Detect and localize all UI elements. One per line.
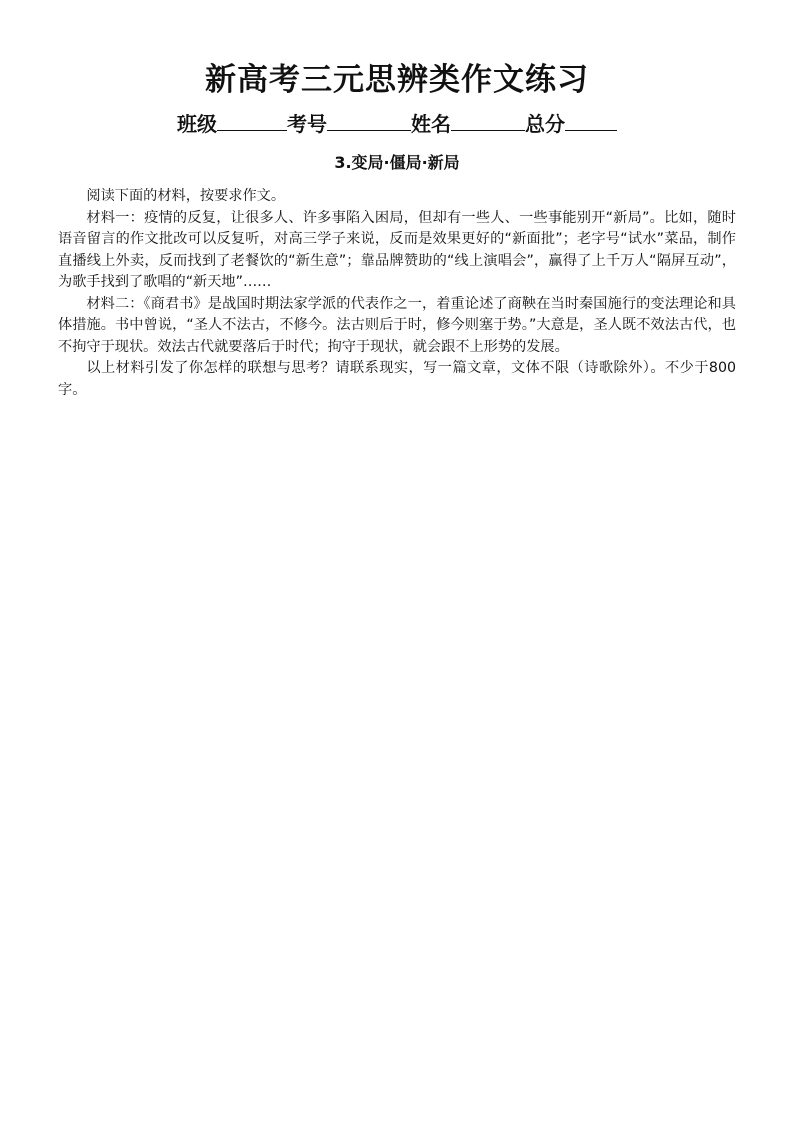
material-two-paragraph: 材料二：《商君书》是战国时期法家学派的代表作之一，着重论述了商鞅在当时秦国施行的变法理论和具体措施。书中曾说，“圣人不法古，不修今。法古则后于时，修今则塞于势。”大意是，圣人既不效法古代，也不拘守于现状。效法古代就要落后于时代；拘守于现状，就会跟不上形势的发展。 <box>58 295 736 355</box>
class-blank[interactable] <box>217 110 287 131</box>
name-blank[interactable] <box>451 110 525 131</box>
instruction-paragraph: 阅读下面的材料，按要求作文。 <box>86 188 286 204</box>
writing-requirement-paragraph: 以上材料引发了你怎样的联想与思考？请联系现实，写一篇文章，文体不限（诗歌除外）。不少于800字。 <box>58 360 736 398</box>
exam-number-label: 考号 <box>287 112 327 136</box>
exam-number-blank[interactable] <box>327 110 411 131</box>
class-label: 班级 <box>177 112 217 136</box>
score-blank[interactable] <box>565 110 617 131</box>
material-one-paragraph: 材料一：疫情的反复，让很多人、许多事陷入困局，但却有一些人、一些事能别开“新局”。比如，随时语音留言的作文批改可以反复听，对高三学子来说，反而是效果更好的“新面批”；老字号“试水”菜品，制作直播线上外卖，反而找到了老餐饮的“新生意”；靠品牌赞助的“线上演唱会”，赢得了上千万人“隔屏互动”，为歌手找到了歌唱的“新天地”…… <box>58 209 736 290</box>
student-info-row <box>0 110 794 138</box>
name-label: 姓名 <box>411 112 451 136</box>
essay-topic-heading: 3.变局·僵局·新局 <box>334 153 460 172</box>
score-label: 总分 <box>525 112 565 136</box>
essay-prompt <box>58 186 736 401</box>
page-title: 新高考三元思辨类作文练习 <box>205 62 589 98</box>
